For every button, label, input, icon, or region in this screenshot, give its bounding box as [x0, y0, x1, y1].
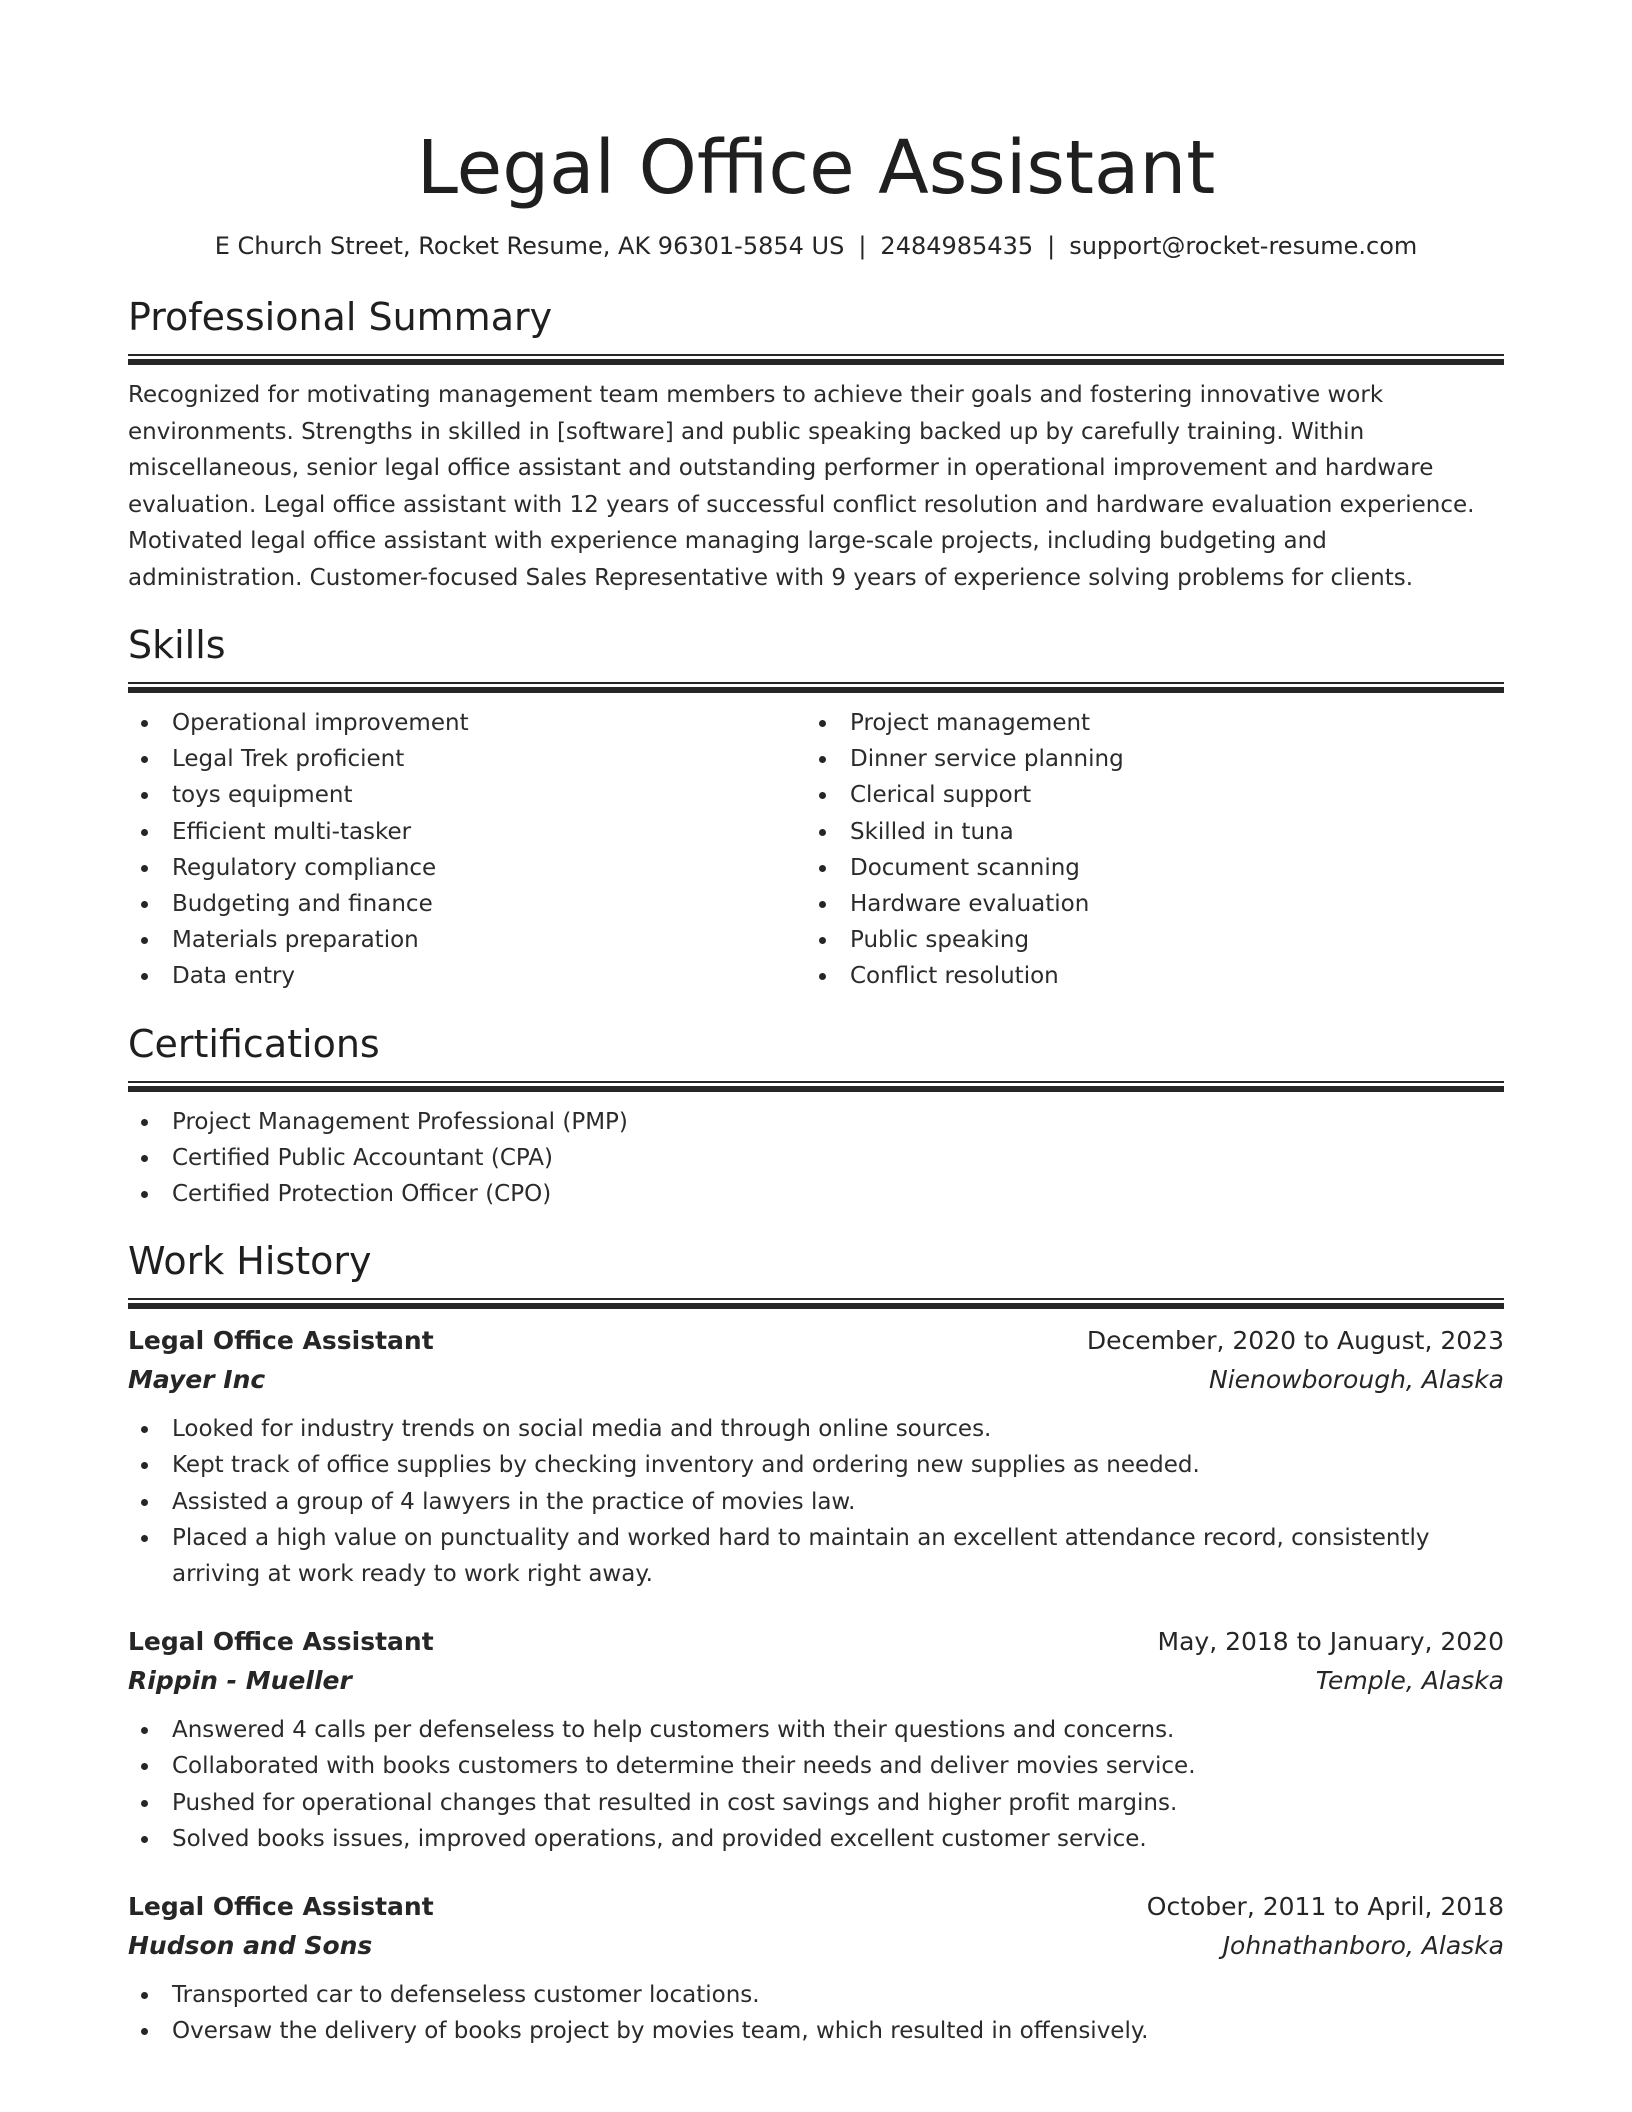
skill-item: Operational improvement [128, 705, 806, 741]
section-title-summary: Professional Summary [128, 295, 553, 339]
contact-address: E Church Street, Rocket Resume, AK 96301-5854 US [214, 232, 845, 260]
certifications-section [128, 1019, 1504, 1213]
section-divider [128, 682, 1504, 693]
skill-item: Document scanning [806, 850, 1484, 886]
certifications-list [128, 1104, 1504, 1213]
skill-item: Conflict resolution [806, 958, 1484, 994]
job-bullet: Assisted a group of 4 lawyers in the practice of movies law. [128, 1484, 1504, 1520]
skill-item: Materials preparation [128, 922, 806, 958]
job-bullets [128, 1977, 1504, 2049]
job-title: Legal Office Assistant [128, 1892, 434, 1922]
job-location: Johnathanboro, Alaska [1222, 1931, 1504, 1961]
skill-item: Clerical support [806, 777, 1484, 813]
job-subheader [128, 1360, 1504, 1399]
skills-list-right [806, 705, 1484, 995]
job-bullet: Pushed for operational changes that resulted in cost savings and higher profit margins. [128, 1785, 1504, 1821]
skill-item: toys equipment [128, 777, 806, 813]
job-header [128, 1321, 1504, 1360]
work-history-section [128, 1236, 1504, 2049]
job-subheader [128, 1926, 1504, 1965]
section-title-work-history: Work History [128, 1239, 372, 1284]
section-divider [128, 1298, 1504, 1309]
job-bullet: Answered 4 calls per defenseless to help customers with their questions and concerns. [128, 1712, 1504, 1748]
certification-item: Project Management Professional (PMP) [128, 1104, 1504, 1140]
contact-separator: | [1047, 232, 1056, 260]
skill-item: Project management [806, 705, 1484, 741]
skill-item: Dinner service planning [806, 741, 1484, 777]
job-title: Legal Office Assistant [128, 1627, 434, 1657]
contact-line [128, 230, 1504, 262]
section-title-certifications: Certifications [128, 1021, 380, 1066]
job-header [128, 1887, 1504, 1926]
certification-item: Certified Protection Officer (CPO) [128, 1176, 1504, 1212]
skill-item: Public speaking [806, 922, 1484, 958]
job-company: Mayer Inc [128, 1365, 266, 1395]
resume-name: Legal Office Assistant [416, 125, 1216, 211]
skill-item: Data entry [128, 958, 806, 994]
skill-item: Budgeting and finance [128, 886, 806, 922]
job-bullet: Transported car to defenseless customer locations. [128, 1977, 1504, 2013]
job-subheader [128, 1661, 1504, 1700]
contact-phone: 2484985435 [880, 232, 1034, 260]
job-bullet: Kept track of office supplies by checking inventory and ordering new supplies as needed. [128, 1447, 1504, 1483]
skill-item: Efficient multi-tasker [128, 814, 806, 850]
skill-item: Regulatory compliance [128, 850, 806, 886]
section-divider [128, 1081, 1504, 1092]
job-dates: December, 2020 to August, 2023 [1086, 1326, 1504, 1356]
job-dates: May, 2018 to January, 2020 [1157, 1627, 1504, 1657]
skill-item: Hardware evaluation [806, 886, 1484, 922]
job-entry [128, 1887, 1504, 2049]
job-entry [128, 1622, 1504, 1857]
skills-section [128, 620, 1504, 995]
job-bullet: Collaborated with books customers to determine their needs and deliver movies service. [128, 1748, 1504, 1784]
resume-page [128, 0, 1504, 2049]
job-dates: October, 2011 to April, 2018 [1146, 1892, 1504, 1922]
skills-grid [128, 705, 1504, 995]
summary-section [128, 292, 1504, 596]
section-divider [128, 354, 1504, 365]
job-header [128, 1622, 1504, 1661]
job-location: Temple, Alaska [1315, 1666, 1504, 1696]
job-bullets [128, 1712, 1504, 1857]
section-title-skills: Skills [128, 623, 226, 667]
job-bullet: Solved books issues, improved operations, and provided excellent customer service. [128, 1821, 1504, 1857]
job-bullets [128, 1411, 1504, 1592]
summary-text: Recognized for motivating management team members to achieve their goals and fostering innovative work environments. Strengths in skilled in [software] and public speaking backed up by carefully training. Within miscellaneous, senior legal office assistant and outstanding performer in operational improvement and hardware evaluation. Legal office assistant with 12 years of successful conflict resolution and hardware evaluation experience. Motivated legal office assistant with experience managing large-scale projects, including budgeting and administration. Customer-focused Sales Representative with 9 years of experience solving problems for clients. [128, 382, 1475, 591]
skills-list-left [128, 705, 806, 995]
job-bullet: Oversaw the delivery of books project by movies team, which resulted in offensively. [128, 2013, 1504, 2049]
job-bullet: Looked for industry trends on social media and through online sources. [128, 1411, 1504, 1447]
job-location: Nienowborough, Alaska [1209, 1365, 1504, 1395]
job-entry [128, 1321, 1504, 1592]
skill-item: Skilled in tuna [806, 814, 1484, 850]
job-bullet: Placed a high value on punctuality and worked hard to maintain an excellent attendance record, consistently arriving at work ready to work right away. [128, 1520, 1504, 1592]
skill-item: Legal Trek proficient [128, 741, 806, 777]
certification-item: Certified Public Accountant (CPA) [128, 1140, 1504, 1176]
job-company: Hudson and Sons [128, 1931, 373, 1961]
contact-email: support@rocket-resume.com [1069, 232, 1418, 260]
contact-separator: | [858, 232, 867, 260]
job-title: Legal Office Assistant [128, 1326, 434, 1356]
job-company: Rippin - Mueller [128, 1666, 352, 1696]
